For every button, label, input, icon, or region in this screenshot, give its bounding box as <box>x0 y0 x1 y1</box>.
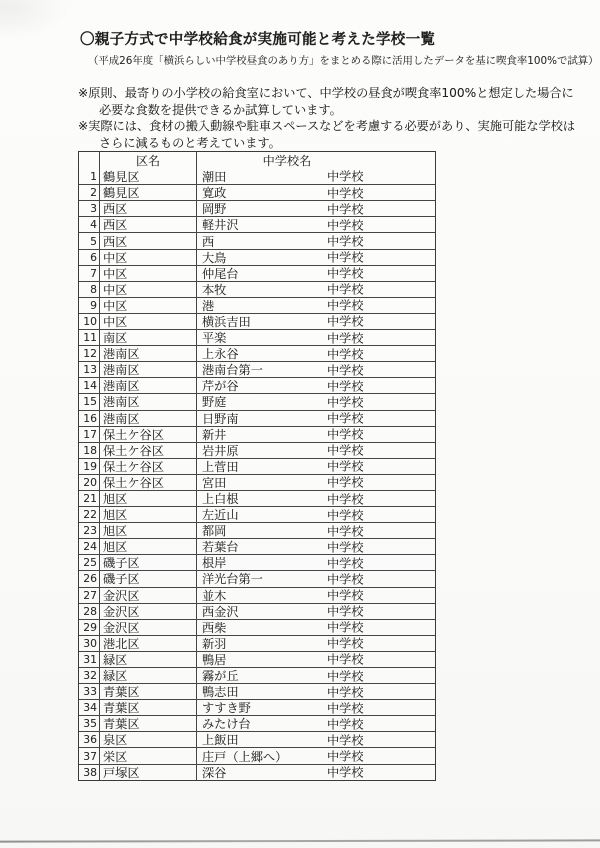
table-row <box>79 538 435 554</box>
school-suffix-text: 中学校 <box>327 314 364 329</box>
note-line: ※実際には、食材の搬入動線や駐車スペースなどを考慮する必要があり、実施可能な学校は <box>78 119 576 134</box>
school-suffix-text: 中学校 <box>327 572 364 587</box>
school-suffix-text: 中学校 <box>327 540 364 555</box>
cell-school-name <box>197 394 435 409</box>
school-suffix-text: 中学校 <box>327 508 364 523</box>
cell-school-name <box>197 475 435 490</box>
school-suffix-text: 中学校 <box>327 298 364 313</box>
notes-block <box>78 85 575 151</box>
cell-ward-name: 中区 <box>100 298 197 313</box>
table-row <box>79 490 435 506</box>
scan-smudge-artifact <box>0 0 70 40</box>
cell-ward-name: 旭区 <box>100 523 197 538</box>
cell-school-name <box>197 684 435 699</box>
school-suffix-text: 中学校 <box>327 749 364 764</box>
cell-ward-name: 保土ケ谷区 <box>100 443 197 458</box>
school-name-text: 港南台第一 <box>202 363 263 378</box>
table-row <box>79 458 435 474</box>
cell-ward-name: 中区 <box>100 314 197 329</box>
cell-school-name <box>197 250 435 265</box>
cell-row-number: 11 <box>79 330 100 345</box>
table-row <box>79 683 435 699</box>
cell-ward-name: 緑区 <box>100 652 197 667</box>
school-name-text: 庄戸（上郷へ） <box>202 749 288 764</box>
school-suffix-text: 中学校 <box>327 556 364 571</box>
school-name-text: 鴨居 <box>202 652 227 667</box>
cell-ward-name: 泉区 <box>100 732 197 747</box>
table-row <box>79 168 435 184</box>
cell-ward-name: 青葉区 <box>100 700 197 715</box>
cell-ward-name: 鶴見区 <box>100 185 197 200</box>
school-name-text: 新羽 <box>202 636 227 651</box>
cell-row-number: 28 <box>79 604 100 619</box>
table-row <box>79 393 435 409</box>
cell-ward-name: 港北区 <box>100 636 197 651</box>
table-row <box>79 715 435 731</box>
cell-ward-name: 港南区 <box>100 362 197 377</box>
note-line: ※原則、最寄りの小学校の給食室において、中学校の昼食が喫食率100%と想定した場合に <box>78 86 574 100</box>
cell-ward-name: 金沢区 <box>100 588 197 603</box>
school-name-text: 本牧 <box>202 282 227 297</box>
cell-school-name <box>197 314 435 329</box>
school-suffix-text: 中学校 <box>327 395 364 410</box>
school-suffix-text: 中学校 <box>327 620 364 635</box>
schools-table <box>78 151 436 781</box>
cell-row-number: 16 <box>79 411 100 426</box>
cell-school-name <box>197 652 435 667</box>
table-row <box>79 281 435 297</box>
school-suffix-text: 中学校 <box>327 459 364 474</box>
cell-row-number: 13 <box>79 362 100 377</box>
cell-ward-name: 港南区 <box>100 378 197 393</box>
cell-row-number: 36 <box>79 732 100 747</box>
school-name-text: 芹が谷 <box>202 379 239 394</box>
school-name-text: 上菅田 <box>202 459 239 474</box>
cell-row-number: 19 <box>79 459 100 474</box>
cell-school-name <box>197 201 435 216</box>
cell-row-number: 37 <box>79 748 100 763</box>
table-rows <box>79 168 435 780</box>
table-row <box>79 216 435 232</box>
school-name-text: 左近山 <box>202 508 239 523</box>
school-name-text: 上永谷 <box>202 347 239 362</box>
cell-school-name <box>197 282 435 297</box>
cell-ward-name: 港南区 <box>100 394 197 409</box>
cell-row-number: 17 <box>79 427 100 442</box>
school-suffix-text: 中学校 <box>327 266 364 281</box>
cell-row-number: 33 <box>79 684 100 699</box>
school-suffix-text: 中学校 <box>327 234 364 249</box>
school-suffix-text: 中学校 <box>327 588 364 603</box>
school-name-text: 根岸 <box>202 556 227 571</box>
cell-row-number: 29 <box>79 620 100 635</box>
cell-ward-name: 西区 <box>100 233 197 248</box>
cell-school-name <box>197 362 435 377</box>
cell-school-name <box>197 507 435 522</box>
cell-row-number: 22 <box>79 507 100 522</box>
school-suffix-text: 中学校 <box>327 604 364 619</box>
table-row <box>79 587 435 603</box>
table-row <box>79 426 435 442</box>
school-suffix-text: 中学校 <box>327 492 364 507</box>
school-name-text: 寛政 <box>202 186 227 201</box>
cell-school-name <box>197 168 435 184</box>
table-row <box>79 377 435 393</box>
school-suffix-text: 中学校 <box>327 282 364 297</box>
school-suffix-text: 中学校 <box>327 427 364 442</box>
cell-row-number: 31 <box>79 652 100 667</box>
school-name-text: 横浜吉田 <box>202 314 251 329</box>
cell-ward-name: 栄区 <box>100 748 197 763</box>
table-row <box>79 667 435 683</box>
school-name-text: 西 <box>202 234 215 249</box>
cell-row-number: 2 <box>79 185 100 200</box>
cell-ward-name: 南区 <box>100 330 197 345</box>
table-row <box>79 651 435 667</box>
cell-school-name <box>197 732 435 747</box>
school-suffix-text: 中学校 <box>327 652 364 667</box>
school-name-text: 宮田 <box>202 475 227 490</box>
cell-school-name <box>197 523 435 538</box>
cell-ward-name: 金沢区 <box>100 620 197 635</box>
table-row <box>79 635 435 651</box>
school-suffix-text: 中学校 <box>327 443 364 458</box>
school-suffix-text: 中学校 <box>327 250 364 265</box>
school-name-text: 並木 <box>202 588 227 603</box>
cell-school-name <box>197 185 435 200</box>
cell-row-number: 38 <box>79 765 100 780</box>
cell-school-name <box>197 298 435 313</box>
table-header-row <box>79 152 435 168</box>
cell-school-name <box>197 217 435 232</box>
cell-row-number: 3 <box>79 201 100 216</box>
cell-ward-name: 旭区 <box>100 507 197 522</box>
table-row <box>79 200 435 216</box>
cell-ward-name: 西区 <box>100 217 197 232</box>
table-row <box>79 474 435 490</box>
cell-school-name <box>197 330 435 345</box>
cell-ward-name: 金沢区 <box>100 604 197 619</box>
header-cell-no <box>79 152 100 168</box>
cell-school-name <box>197 765 435 780</box>
cell-school-name <box>197 411 435 426</box>
cell-school-name <box>197 604 435 619</box>
cell-row-number: 15 <box>79 394 100 409</box>
cell-row-number: 21 <box>79 491 100 506</box>
table-row <box>79 313 435 329</box>
school-suffix-text: 中学校 <box>327 733 364 748</box>
cell-ward-name: 保土ケ谷区 <box>100 459 197 474</box>
cell-school-name <box>197 233 435 248</box>
cell-school-name <box>197 636 435 651</box>
school-suffix-text: 中学校 <box>327 331 364 346</box>
school-name-text: 霧が丘 <box>202 669 239 684</box>
table-row <box>79 603 435 619</box>
cell-row-number: 30 <box>79 636 100 651</box>
cell-school-name <box>197 378 435 393</box>
school-suffix-text: 中学校 <box>327 363 364 378</box>
cell-ward-name: 港南区 <box>100 411 197 426</box>
cell-row-number: 12 <box>79 346 100 361</box>
cell-row-number: 5 <box>79 233 100 248</box>
school-name-text: 上白根 <box>202 492 239 507</box>
cell-school-name <box>197 555 435 570</box>
cell-school-name <box>197 427 435 442</box>
table-row <box>79 329 435 345</box>
cell-row-number: 8 <box>79 282 100 297</box>
school-name-text: 岩井原 <box>202 443 239 458</box>
cell-school-name <box>197 266 435 281</box>
school-suffix-text: 中学校 <box>327 669 364 684</box>
cell-ward-name: 保土ケ谷区 <box>100 475 197 490</box>
school-name-text: 若葉台 <box>202 540 239 555</box>
cell-row-number: 18 <box>79 443 100 458</box>
school-name-text: すすき野 <box>202 701 251 716</box>
school-name-text: 日野南 <box>202 411 239 426</box>
school-suffix-text: 中学校 <box>327 411 364 426</box>
school-suffix-text: 中学校 <box>327 701 364 716</box>
cell-row-number: 10 <box>79 314 100 329</box>
cell-ward-name: 旭区 <box>100 539 197 554</box>
school-suffix-text: 中学校 <box>327 379 364 394</box>
cell-row-number: 34 <box>79 700 100 715</box>
school-name-text: 西柴 <box>202 620 227 635</box>
table-row <box>79 442 435 458</box>
school-suffix-text: 中学校 <box>327 475 364 490</box>
cell-row-number: 26 <box>79 571 100 586</box>
cell-ward-name: 中区 <box>100 266 197 281</box>
cell-ward-name: 港南区 <box>100 346 197 361</box>
table-row <box>79 297 435 313</box>
school-suffix-text: 中学校 <box>327 636 364 651</box>
cell-school-name <box>197 588 435 603</box>
note-line: さらに減るものと考えています。 <box>99 135 281 150</box>
school-suffix-text: 中学校 <box>327 347 364 362</box>
page-subtitle: （平成26年度「横浜らしい中学校昼食のあり方」をまとめる際に活用したデータを基に喫食率100%で試算） <box>88 55 599 67</box>
cell-row-number: 32 <box>79 668 100 683</box>
page-title: 〇親子方式で中学校給食が実施可能と考えた学校一覧 <box>80 32 436 48</box>
header-cell-school: 中学校名 <box>262 153 312 168</box>
school-suffix-text: 中学校 <box>327 685 364 700</box>
school-name-text: 西金沢 <box>202 604 239 619</box>
cell-school-name <box>197 491 435 506</box>
table-row <box>79 506 435 522</box>
cell-ward-name: 青葉区 <box>100 684 197 699</box>
school-name-text: 軽井沢 <box>202 218 239 233</box>
school-name-text: 新井 <box>202 427 227 442</box>
table-row <box>79 731 435 747</box>
cell-school-name <box>197 539 435 554</box>
cell-ward-name: 西区 <box>100 201 197 216</box>
cell-row-number: 7 <box>79 266 100 281</box>
table-row <box>79 232 435 248</box>
cell-row-number: 6 <box>79 250 100 265</box>
table-row <box>79 570 435 586</box>
school-name-text: 都岡 <box>202 524 227 539</box>
school-suffix-text: 中学校 <box>327 524 364 539</box>
cell-ward-name: 保土ケ谷区 <box>100 427 197 442</box>
cell-ward-name: 青葉区 <box>100 716 197 731</box>
school-name-text: 洋光台第一 <box>202 572 263 587</box>
cell-ward-name: 磯子区 <box>100 555 197 570</box>
table-row <box>79 522 435 538</box>
school-name-text: 深谷 <box>202 765 227 780</box>
cell-school-name <box>197 700 435 715</box>
cell-row-number: 25 <box>79 555 100 570</box>
cell-school-name <box>197 620 435 635</box>
school-name-text: 鴨志田 <box>202 685 239 700</box>
school-suffix-text: 中学校 <box>327 202 364 217</box>
school-suffix-text: 中学校 <box>327 169 364 184</box>
cell-school-name <box>197 443 435 458</box>
cell-school-name <box>197 668 435 683</box>
cell-row-number: 23 <box>79 523 100 538</box>
school-name-text: 仲尾台 <box>202 266 239 281</box>
table-row <box>79 764 435 780</box>
school-name-text: みたけ台 <box>202 717 251 732</box>
scan-edge-artifact-line <box>0 839 600 842</box>
cell-ward-name: 磯子区 <box>100 571 197 586</box>
cell-school-name <box>197 571 435 586</box>
table-row <box>79 554 435 570</box>
school-suffix-text: 中学校 <box>327 765 364 780</box>
school-name-text: 港 <box>202 298 215 313</box>
cell-ward-name: 緑区 <box>100 668 197 683</box>
cell-ward-name: 中区 <box>100 250 197 265</box>
school-name-text: 岡野 <box>202 202 227 217</box>
school-name-text: 上飯田 <box>202 733 239 748</box>
note-line: 必要な食数を提供できるか試算しています。 <box>99 102 342 117</box>
cell-ward-name: 鶴見区 <box>100 168 197 184</box>
cell-row-number: 35 <box>79 716 100 731</box>
cell-row-number: 1 <box>79 168 100 184</box>
cell-ward-name: 中区 <box>100 282 197 297</box>
cell-school-name <box>197 346 435 361</box>
cell-ward-name: 戸塚区 <box>100 765 197 780</box>
table-row <box>79 699 435 715</box>
cell-row-number: 14 <box>79 378 100 393</box>
school-name-text: 潮田 <box>202 169 227 184</box>
school-name-text: 平楽 <box>202 331 227 346</box>
cell-ward-name: 旭区 <box>100 491 197 506</box>
table-row <box>79 410 435 426</box>
cell-row-number: 9 <box>79 298 100 313</box>
table-row <box>79 265 435 281</box>
cell-row-number: 24 <box>79 539 100 554</box>
school-suffix-text: 中学校 <box>327 717 364 732</box>
table-row <box>79 184 435 200</box>
school-suffix-text: 中学校 <box>327 186 364 201</box>
table-row <box>79 345 435 361</box>
table-row <box>79 249 435 265</box>
cell-school-name <box>197 748 435 763</box>
school-name-text: 野庭 <box>202 395 227 410</box>
cell-school-name <box>197 716 435 731</box>
cell-row-number: 4 <box>79 217 100 232</box>
table-row <box>79 361 435 377</box>
school-suffix-text: 中学校 <box>327 218 364 233</box>
table-row <box>79 619 435 635</box>
school-name-text: 大鳥 <box>202 250 227 265</box>
cell-school-name <box>197 459 435 474</box>
header-cell-ward: 区名 <box>100 152 197 168</box>
cell-row-number: 20 <box>79 475 100 490</box>
cell-row-number: 27 <box>79 588 100 603</box>
table-row <box>79 747 435 763</box>
